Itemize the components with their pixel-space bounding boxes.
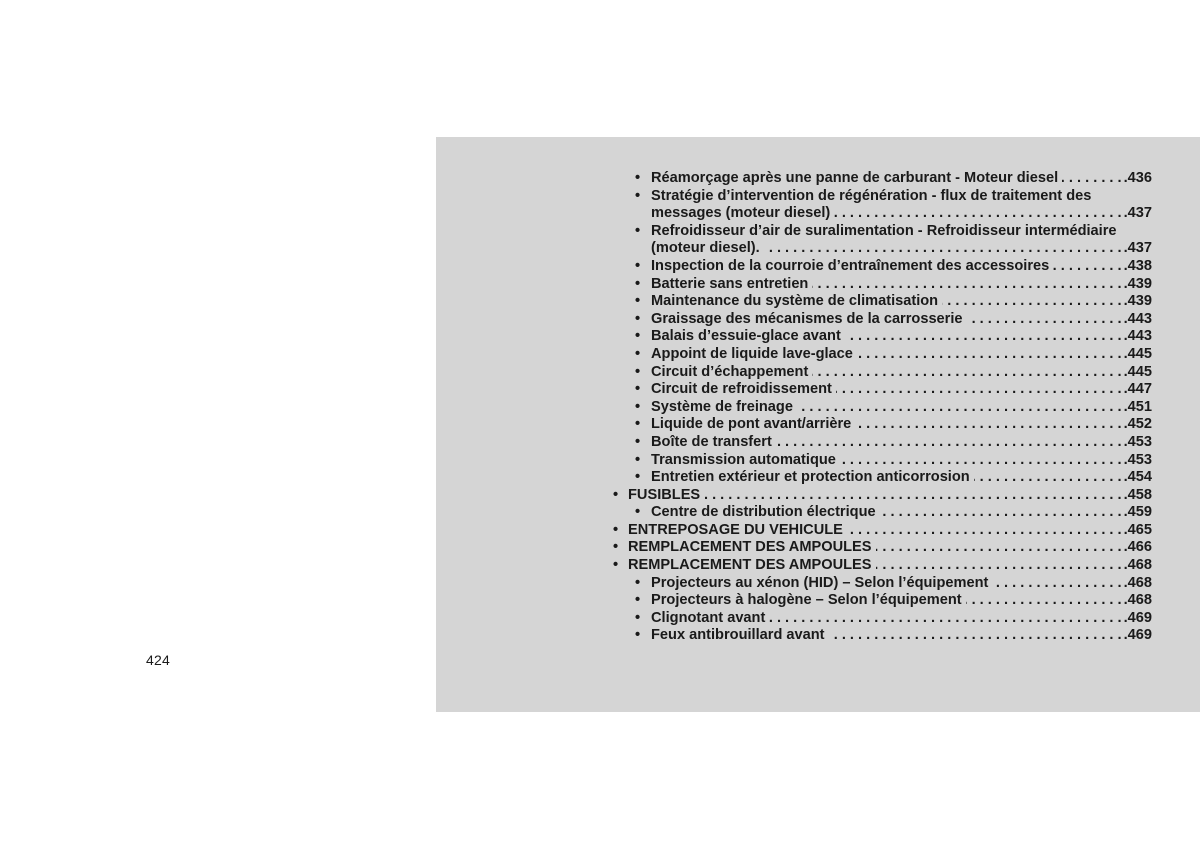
toc-subsection-entry[interactable] xyxy=(613,381,1152,399)
toc-entry-body xyxy=(651,627,1152,645)
toc-entry-title-line: Stratégie d’intervention de régénération - flux de traitement des xyxy=(651,187,1092,204)
toc-entry-title: Balais d’essuie-glace avant xyxy=(651,328,841,345)
dot-leader xyxy=(942,293,1121,311)
toc-entry-body xyxy=(651,364,1152,382)
toc-entry-row xyxy=(651,346,1152,364)
toc-entry-title: ENTREPOSAGE DU VEHICULE xyxy=(628,521,843,538)
toc-subsection-entry[interactable] xyxy=(613,223,1152,258)
dot-leader xyxy=(847,522,1122,540)
bullet-icon: • xyxy=(613,539,619,556)
toc-entry-row xyxy=(628,487,1152,505)
dot-leader xyxy=(966,592,1122,610)
toc-subsection-entry[interactable] xyxy=(613,575,1152,593)
toc-subsection-entry[interactable] xyxy=(613,346,1152,364)
toc-page-reference: .439 xyxy=(1123,293,1152,310)
bullet-icon: • xyxy=(613,521,619,538)
toc-entry-body xyxy=(651,170,1152,188)
toc-entry-row xyxy=(651,328,1152,346)
table-of-contents xyxy=(613,170,1152,645)
toc-entry-body xyxy=(651,311,1152,329)
toc-entry-title: Clignotant avant xyxy=(651,609,766,626)
toc-page-reference: .453 xyxy=(1123,451,1152,468)
toc-subsection-entry[interactable] xyxy=(613,627,1152,645)
toc-page-reference: .445 xyxy=(1123,345,1152,362)
toc-entry-body xyxy=(651,258,1152,276)
toc-entry-body xyxy=(651,223,1152,258)
toc-entry-title: Centre de distribution électrique xyxy=(651,504,876,521)
toc-subsection-entry[interactable] xyxy=(613,328,1152,346)
toc-entry-body xyxy=(651,469,1152,487)
toc-page-reference: .439 xyxy=(1123,275,1152,292)
toc-page-reference: .453 xyxy=(1123,433,1152,450)
toc-section-entry[interactable] xyxy=(613,487,1152,505)
toc-entry-row xyxy=(651,504,1152,522)
toc-entry-row xyxy=(651,416,1152,434)
dot-leader xyxy=(974,469,1122,487)
toc-entry-row xyxy=(651,381,1152,399)
toc-entry-title: Système de freinage xyxy=(651,398,793,415)
toc-entry-body xyxy=(628,539,1152,557)
toc-page-reference: .447 xyxy=(1123,381,1152,398)
toc-entry-title: Batterie sans entretien xyxy=(651,275,809,292)
toc-subsection-entry[interactable] xyxy=(613,188,1152,223)
dot-leader xyxy=(840,452,1122,470)
toc-entry-row xyxy=(651,469,1152,487)
toc-entry-title: Boîte de transfert xyxy=(651,433,772,450)
toc-subsection-entry[interactable] xyxy=(613,293,1152,311)
dot-leader xyxy=(776,434,1122,452)
dot-leader xyxy=(876,557,1122,575)
bullet-icon: • xyxy=(613,486,619,503)
toc-page-reference: .469 xyxy=(1123,627,1152,644)
dot-leader xyxy=(812,364,1121,382)
toc-entry-row xyxy=(651,205,1152,223)
toc-entry-title: Maintenance du système de climatisation xyxy=(651,293,939,310)
toc-page-reference: .466 xyxy=(1123,539,1152,556)
toc-entry-title: Graissage des mécanismes de la carrosserie xyxy=(651,310,963,327)
toc-entry-title: Appoint de liquide lave-glace xyxy=(651,345,853,362)
toc-page-reference: .436 xyxy=(1123,170,1152,186)
bullet-icon: • xyxy=(635,592,641,609)
toc-entry-title: Réamorçage après une panne de carburant - Moteur diesel xyxy=(651,170,1059,186)
toc-entry-body xyxy=(651,592,1152,610)
toc-page-reference: .437 xyxy=(1123,205,1152,222)
toc-entry-body xyxy=(651,504,1152,522)
toc-entry-body xyxy=(651,399,1152,417)
toc-entry-title: REMPLACEMENT DES AMPOULES xyxy=(628,539,872,556)
toc-page-reference: .445 xyxy=(1123,363,1152,380)
toc-entry-body xyxy=(651,276,1152,294)
toc-subsection-entry[interactable] xyxy=(613,504,1152,522)
toc-entry-title: Projecteurs à halogène – Selon l’équipement xyxy=(651,592,962,609)
toc-subsection-entry[interactable] xyxy=(613,276,1152,294)
bullet-icon: • xyxy=(635,609,641,626)
dot-leader xyxy=(704,487,1121,505)
bullet-icon: • xyxy=(635,310,641,327)
toc-entry-row xyxy=(651,276,1152,294)
bullet-icon: • xyxy=(635,398,641,415)
dot-leader xyxy=(1053,258,1121,276)
toc-entry-body xyxy=(628,522,1152,540)
toc-entry-row xyxy=(651,399,1152,417)
dot-leader xyxy=(967,311,1122,329)
dot-leader xyxy=(829,627,1122,645)
dot-leader xyxy=(1062,170,1121,188)
toc-entry-body xyxy=(651,346,1152,364)
toc-entry-row xyxy=(628,557,1152,575)
toc-entry-title: Inspection de la courroie d’entraînement des accessoires xyxy=(651,257,1050,274)
bullet-icon: • xyxy=(635,328,641,345)
toc-entry-row xyxy=(651,170,1152,188)
toc-page-reference: .438 xyxy=(1123,257,1152,274)
toc-entry-row xyxy=(651,627,1152,645)
toc-subsection-entry[interactable] xyxy=(613,399,1152,417)
toc-entry-title: (moteur diesel). xyxy=(651,240,760,257)
toc-entry-body xyxy=(651,434,1152,452)
dot-leader xyxy=(836,381,1122,399)
bullet-icon: • xyxy=(635,187,641,204)
dot-leader xyxy=(764,240,1122,258)
toc-entry-row xyxy=(651,364,1152,382)
toc-subsection-entry[interactable] xyxy=(613,258,1152,276)
toc-subsection-entry[interactable] xyxy=(613,592,1152,610)
toc-page-reference: .469 xyxy=(1123,609,1152,626)
page-number: 424 xyxy=(146,652,170,668)
toc-entry-row xyxy=(651,434,1152,452)
toc-entry-row xyxy=(651,452,1152,470)
bullet-icon: • xyxy=(635,170,641,186)
toc-page-reference: .443 xyxy=(1123,310,1152,327)
toc-entry-body xyxy=(651,328,1152,346)
bullet-icon: • xyxy=(635,363,641,380)
dot-leader xyxy=(845,328,1122,346)
dot-leader xyxy=(857,346,1122,364)
toc-page-reference: .451 xyxy=(1123,398,1152,415)
toc-entry-title-line: Refroidisseur d’air de suralimentation - Refroidisseur intermédiaire xyxy=(651,222,1117,239)
toc-subsection-entry[interactable] xyxy=(613,170,1152,188)
toc-page-reference: .437 xyxy=(1123,240,1152,257)
bullet-icon: • xyxy=(635,627,641,644)
bullet-icon: • xyxy=(635,275,641,292)
toc-section-entry[interactable] xyxy=(613,522,1152,540)
dot-leader xyxy=(834,205,1121,223)
bullet-icon: • xyxy=(635,345,641,362)
toc-entry-row xyxy=(651,293,1152,311)
dot-leader xyxy=(797,399,1122,417)
toc-page-reference: .468 xyxy=(1123,592,1152,609)
toc-entry-title: Liquide de pont avant/arrière xyxy=(651,416,852,433)
toc-subsection-entry[interactable] xyxy=(613,364,1152,382)
toc-entry-row xyxy=(651,258,1152,276)
toc-subsection-entry[interactable] xyxy=(613,452,1152,470)
toc-page-reference: .458 xyxy=(1123,486,1152,503)
toc-entry-row xyxy=(628,539,1152,557)
toc-entry-body xyxy=(628,487,1152,505)
bullet-icon: • xyxy=(635,257,641,274)
toc-entry-body xyxy=(628,557,1152,575)
bullet-icon: • xyxy=(635,416,641,433)
bullet-icon: • xyxy=(635,574,641,591)
dot-leader xyxy=(769,610,1121,628)
toc-entry-body xyxy=(651,452,1152,470)
toc-page-reference: .468 xyxy=(1123,574,1152,591)
toc-entry-body xyxy=(651,416,1152,434)
toc-subsection-entry[interactable] xyxy=(613,311,1152,329)
bullet-icon: • xyxy=(635,469,641,486)
toc-entry-title: Entretien extérieur et protection anticorrosion xyxy=(651,469,970,486)
toc-subsection-entry[interactable] xyxy=(613,610,1152,628)
toc-entry-title: Circuit d’échappement xyxy=(651,363,809,380)
toc-entry-title: messages (moteur diesel) xyxy=(651,205,831,222)
dot-leader xyxy=(876,539,1122,557)
toc-page-reference: .468 xyxy=(1123,557,1152,574)
toc-entry-title: Circuit de refroidissement xyxy=(651,381,832,398)
toc-page-reference: .443 xyxy=(1123,328,1152,345)
toc-page-reference: .465 xyxy=(1123,521,1152,538)
toc-page-reference: .454 xyxy=(1123,469,1152,486)
dot-leader xyxy=(992,575,1121,593)
toc-entry-row xyxy=(651,575,1152,593)
toc-entry-body xyxy=(651,575,1152,593)
bullet-icon: • xyxy=(635,293,641,310)
toc-entry-body xyxy=(651,293,1152,311)
toc-entry-title: Feux antibrouillard avant xyxy=(651,627,825,644)
toc-subsection-entry[interactable] xyxy=(613,434,1152,452)
toc-entry-row xyxy=(651,610,1152,628)
bullet-icon: • xyxy=(613,557,619,574)
toc-subsection-entry[interactable] xyxy=(613,416,1152,434)
toc-entry-title: Projecteurs au xénon (HID) – Selon l’équipement xyxy=(651,574,989,591)
dot-leader xyxy=(880,504,1122,522)
toc-entry-body xyxy=(651,381,1152,399)
bullet-icon: • xyxy=(635,222,641,239)
bullet-icon: • xyxy=(635,504,641,521)
bullet-icon: • xyxy=(635,381,641,398)
dot-leader xyxy=(855,416,1121,434)
bullet-icon: • xyxy=(635,451,641,468)
toc-entry-title: FUSIBLES xyxy=(628,486,701,503)
toc-entry-row xyxy=(651,240,1152,258)
toc-entry-body xyxy=(651,610,1152,628)
toc-section-entry[interactable] xyxy=(613,557,1152,575)
toc-page-reference: .452 xyxy=(1123,416,1152,433)
toc-section-entry[interactable] xyxy=(613,539,1152,557)
toc-entry-title: REMPLACEMENT DES AMPOULES xyxy=(628,557,872,574)
toc-entry-row xyxy=(651,311,1152,329)
toc-page-reference: .459 xyxy=(1123,504,1152,521)
toc-subsection-entry[interactable] xyxy=(613,469,1152,487)
toc-entry-title: Transmission automatique xyxy=(651,451,836,468)
dot-leader xyxy=(812,276,1121,294)
toc-entry-body xyxy=(651,188,1152,223)
toc-entry-row xyxy=(651,592,1152,610)
bullet-icon: • xyxy=(635,433,641,450)
toc-entry-row xyxy=(628,522,1152,540)
